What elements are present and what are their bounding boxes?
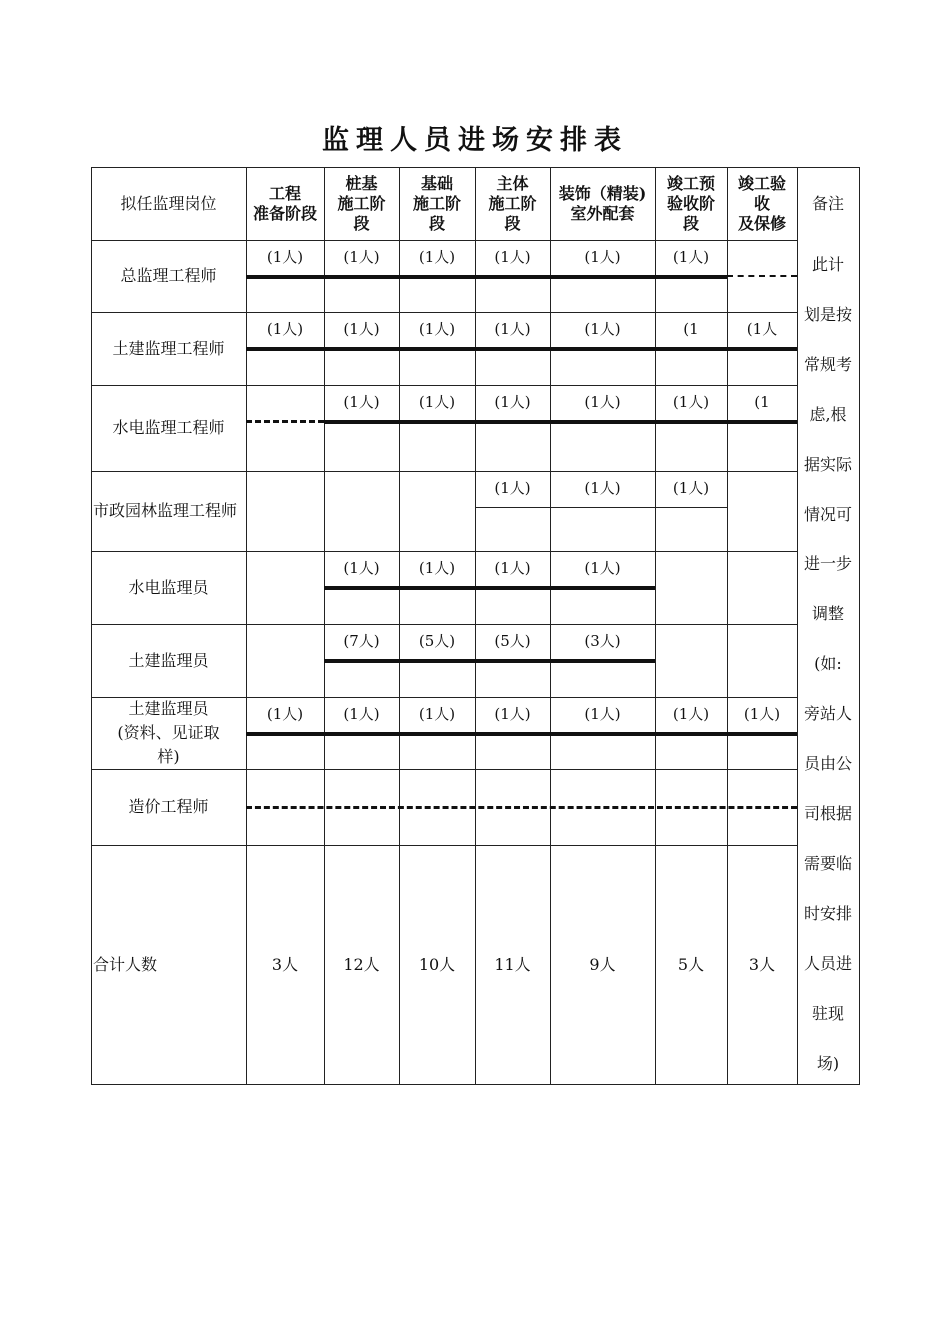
remark-line: 虑,根 [809,404,847,424]
header-position: 拟任监理岗位 [120,193,217,213]
staff-count: (7人) [343,632,380,650]
staff-count: (1人) [418,248,456,266]
staff-count: (1人) [494,320,531,338]
role-label: 市政园林监理工程师 [93,501,238,520]
staff-count: (1人) [494,248,531,266]
staff-count: (1人) [494,705,531,723]
header-phase: 桩基 施工阶 段 [337,173,386,233]
header-phase: 工程 准备阶段 [252,183,317,223]
remark-line: 此计 [811,255,844,274]
total-value: 9人 [589,954,616,974]
remark-line: 需要临 [803,853,852,873]
staff-count: (1人) [672,393,710,411]
role-label: 水电监理工程师 [112,418,225,437]
total-label: 合计人数 [93,954,158,974]
remark-line: 进一步 [803,554,852,574]
staff-count: (1人) [494,559,531,577]
staff-count: (1人) [584,393,621,411]
column-line [91,167,92,1084]
staff-count: (5人) [494,632,531,650]
staff-count: (5人) [418,632,456,650]
header-remark: 备注 [811,193,844,213]
remark-line: 时安排 [803,903,852,923]
role-label: 总监理工程师 [120,266,217,285]
total-value: 10人 [418,954,456,974]
remark-line: 员由公 [803,754,852,774]
staff-count: (1人) [584,479,621,497]
schedule-dashed [246,806,797,809]
remark-line: (如: [814,654,842,674]
header-phase: 装饰（精装) 室外配套 [558,183,647,223]
row-line [91,1084,860,1085]
total-value: 12人 [343,954,380,974]
schedule-dashed [246,420,324,423]
total-value: 3人 [748,954,776,974]
remark-line: 据实际 [803,454,852,474]
staff-count: (1人) [343,705,380,723]
staff-count: (1 [683,320,699,338]
remark-line: 划是按 [803,304,852,324]
sub-row-line [475,507,727,508]
staff-count: (1人) [418,705,456,723]
staff-count: (1人) [584,559,621,577]
remark-line: 驻现 [811,1003,844,1023]
staff-count: (1人) [266,705,304,723]
remark-text [797,240,859,1088]
staff-count: (1人) [494,479,531,497]
header-phase: 主体 施工阶 段 [488,173,537,233]
staff-count: (1人) [672,479,710,497]
role-label: 土建监理工程师 [112,338,225,358]
staff-count: (1人) [266,248,304,266]
staff-count: (1人 [746,320,778,338]
remark-line: 常规考 [803,354,852,374]
staff-count: (1人) [672,705,710,723]
header-phase: 竣工验 收 及保修 [737,173,786,233]
header-phase: 基础 施工阶 段 [412,173,461,233]
staff-count: (1人) [584,705,621,723]
staff-count: (1人) [584,248,621,266]
role-label: 造价工程师 [128,797,209,816]
schedule-dashed [727,275,797,277]
role-label: 土建监理员 (资料、见证取 样) [117,699,220,766]
staff-count: (1人) [418,393,456,411]
staff-count: (3人) [584,632,621,650]
staff-count: (1 [754,393,770,411]
remark-line: 情况可 [803,504,852,524]
role-label: 水电监理员 [128,577,209,597]
staff-count: (1人) [584,320,621,338]
staff-count: (1人) [343,559,380,577]
column-line [859,167,860,1084]
staff-count: (1人) [494,393,531,411]
staff-count: (1人) [672,248,710,266]
role-label: 土建监理员 [128,650,209,670]
staff-count: (1人) [418,559,456,577]
staff-count: (1人) [343,320,380,338]
header-phase: 竣工预 验收阶 段 [666,173,715,233]
staff-count: (1人) [418,320,456,338]
remark-line: 人员进 [803,953,852,973]
remark-line: 场) [816,1053,840,1073]
total-value: 5人 [677,954,705,974]
staff-count: (1人) [343,393,380,411]
remark-line: 旁站人 [803,704,852,724]
staff-count: (1人) [266,320,304,338]
staff-count: (1人) [743,705,781,723]
staff-count: (1人) [343,248,380,266]
remark-line: 司根据 [803,803,852,823]
total-value: 3人 [271,954,299,974]
total-value: 11人 [494,954,531,974]
remark-line: 调整 [811,604,844,624]
page-title: 监理人员进场安排表 [322,125,628,156]
